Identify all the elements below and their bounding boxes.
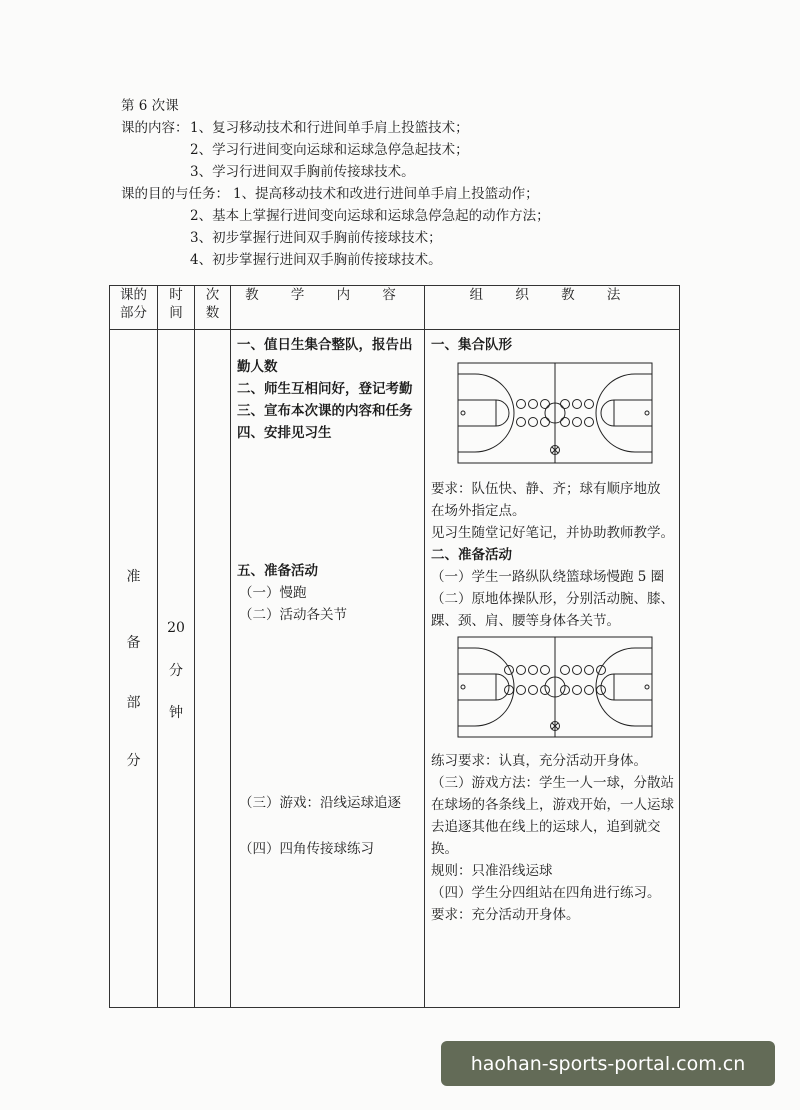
part-char-4: 分 [126, 753, 141, 769]
content-line: （二）活动各关节 [239, 607, 347, 623]
lesson-number: 第 6 次课 [121, 98, 179, 114]
content-line: 四、安排见习生 [237, 425, 332, 441]
goal-item-2: 2、基本上掌握行进间变向运球和运球急停急起的动作方法； [190, 208, 550, 224]
method-line: 踝、颈、肩、腰等身体各关节。 [431, 613, 620, 629]
count-cell [195, 330, 231, 1008]
part-cell [110, 330, 158, 1008]
time-char-1: 分 [169, 663, 183, 679]
content-line: 五、准备活动 [237, 563, 318, 579]
method-line: （二）原地体操队形，分别活动腕、膝、 [431, 591, 674, 607]
content-line: 一、值日生集合整队，报告出 [237, 337, 413, 353]
method-line: 要求：充分活动开身体。 [431, 907, 580, 923]
basketball-court-formation-2 [457, 636, 653, 738]
content-line: 三、宣布本次课的内容和任务 [237, 403, 413, 419]
time-char-2: 钟 [169, 705, 183, 721]
method-line: 去追逐其他在线上的运球人，追到就交 [431, 819, 661, 835]
method-line: 规则：只准沿线运球 [431, 863, 553, 879]
method-line: （一）学生一路纵队绕篮球场慢跑 5 圈 [431, 569, 665, 585]
method-line: 换。 [431, 841, 458, 857]
part-char-3: 部 [126, 695, 141, 711]
content-line: （四）四角传接球练习 [239, 841, 374, 857]
basketball-court-formation-1 [457, 362, 653, 464]
content-label: 课的内容： [121, 120, 189, 136]
header-content: 教 学 内 容 [231, 286, 425, 330]
method-line: 见习生随堂记好笔记，并协助教师教学。 [431, 525, 674, 541]
goal-item-4: 4、初步掌握行进间双手胸前传接球技术。 [190, 252, 442, 268]
method-line: 在球场的各条线上，游戏开始，一人运球 [431, 797, 674, 813]
method-line: （三）游戏方法：学生一人一球，分散站 [431, 775, 674, 791]
content-line: （三）游戏：沿线运球追逐 [239, 795, 401, 811]
content-item-3: 3、学习行进间双手胸前传接球技术。 [190, 164, 415, 180]
content-line: 二、师生互相问好，登记考勤 [237, 381, 413, 397]
content-item-1: 1、复习移动技术和行进间单手肩上投篮技术； [190, 120, 469, 136]
method-cell [425, 330, 680, 1008]
header-part: 课的 部分 [110, 286, 158, 330]
content-item-2: 2、学习行进间变向运球和运球急停急起技术； [190, 142, 469, 158]
method-line: 练习要求：认真，充分活动开身体。 [431, 753, 647, 769]
method-line: （四）学生分四组站在四角进行练习。 [431, 885, 661, 901]
goal-item-3: 3、初步掌握行进间双手胸前传接球技术； [190, 230, 442, 246]
header-time: 时 间 [158, 286, 195, 330]
time-value: 20 [167, 620, 185, 636]
goal-item-1: 1、提高移动技术和改进行进间单手肩上投篮动作； [233, 186, 539, 202]
content-cell [231, 330, 425, 1008]
method-line: 二、准备活动 [431, 547, 512, 563]
content-line: （一）慢跑 [239, 585, 307, 601]
part-char-1: 准 [126, 569, 141, 585]
watermark-badge: haohan-sports-portal.com.cn [441, 1041, 775, 1086]
method-line: 在场外指定点。 [431, 503, 526, 519]
time-cell [158, 330, 195, 1008]
content-line: 勤人数 [237, 359, 278, 375]
header-count: 次 数 [195, 286, 231, 330]
lesson-plan-table [109, 285, 680, 1008]
method-line: 一、集合队形 [431, 337, 512, 353]
method-line: 要求：队伍快、静、齐；球有顺序地放 [431, 481, 661, 497]
part-char-2: 备 [126, 635, 141, 651]
goals-label: 课的目的与任务： [121, 186, 229, 202]
header-method: 组 织 教 法 [425, 286, 680, 330]
